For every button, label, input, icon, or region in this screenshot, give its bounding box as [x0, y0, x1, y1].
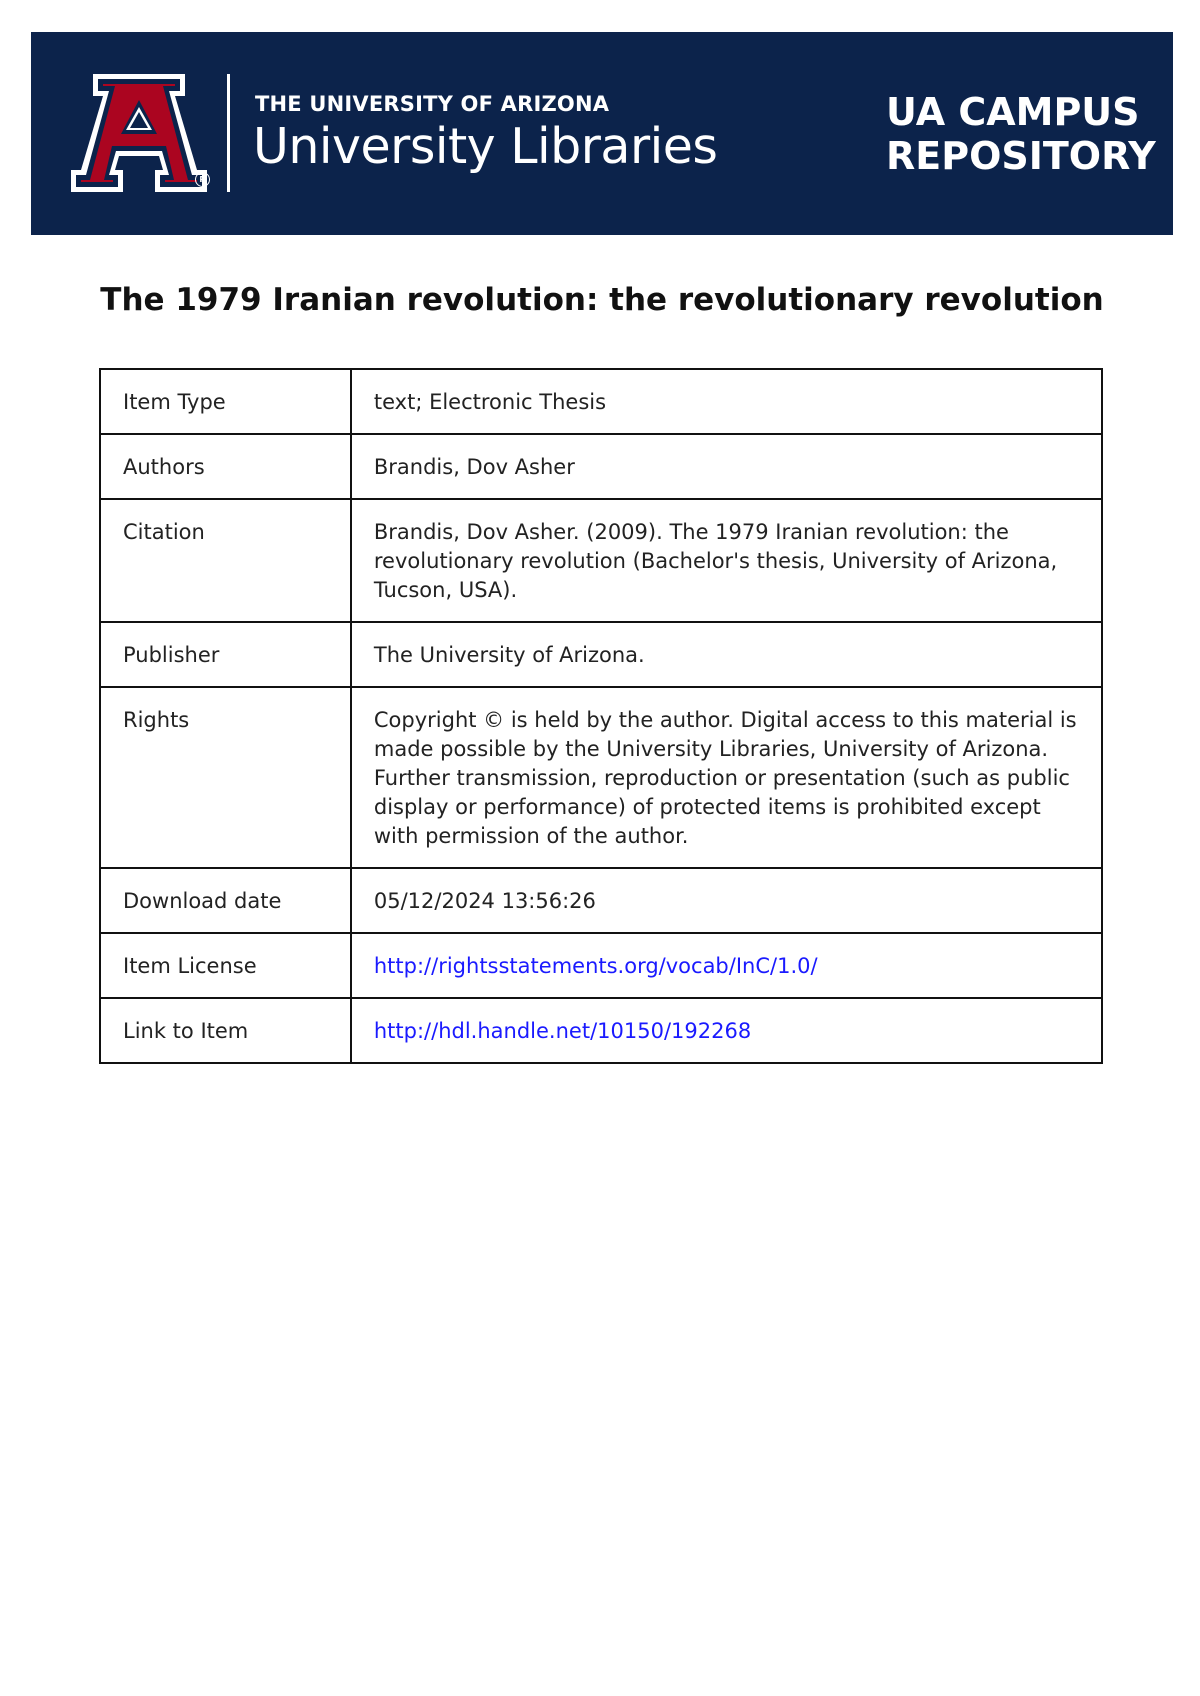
table-row	[100, 499, 1102, 622]
download-date-value: 05/12/2024 13:56:26	[351, 868, 1102, 933]
rights-value: Copyright © is held by the author. Digital access to this material is made possible by the University Libraries, University of Arizona. Further transmission, reproduction or presentation (such as public display or performance) of protected items is prohibited except with permission of the author.	[351, 687, 1102, 868]
university-name: THE UNIVERSITY OF ARIZONA	[255, 92, 610, 116]
repository-name-line-2: REPOSITORY	[886, 134, 1156, 178]
item-license-link[interactable]: http://rightsstatements.org/vocab/InC/1.0/	[373, 954, 818, 978]
table-row	[100, 998, 1102, 1063]
publisher-value: The University of Arizona.	[351, 622, 1102, 687]
download-date-label: Download date	[100, 868, 351, 933]
authors-value: Brandis, Dov Asher	[351, 434, 1102, 499]
repository-name	[886, 90, 1166, 178]
item-type-label: Item Type	[100, 369, 351, 434]
item-license-label: Item License	[100, 933, 351, 998]
document-title: The 1979 Iranian revolution: the revolutionary revolution	[100, 282, 1104, 318]
publisher-label: Publisher	[100, 622, 351, 687]
table-row	[100, 434, 1102, 499]
library-name: University Libraries	[253, 118, 718, 175]
table-row	[100, 369, 1102, 434]
table-row	[100, 687, 1102, 868]
rights-label: Rights	[100, 687, 351, 868]
item-handle-link[interactable]: http://hdl.handle.net/10150/192268	[373, 1019, 752, 1043]
item-type-value: text; Electronic Thesis	[351, 369, 1102, 434]
table-row	[100, 622, 1102, 687]
citation-label: Citation	[100, 499, 351, 622]
link-to-item-cell	[351, 998, 1102, 1063]
arizona-block-a-logo-icon	[71, 74, 207, 192]
table-row	[100, 933, 1102, 998]
citation-value: Brandis, Dov Asher. (2009). The 1979 Iranian revolution: the revolutionary revolution (Bachelor's thesis, University of Arizona, Tucson, USA).	[351, 499, 1102, 622]
item-license-cell	[351, 933, 1102, 998]
repository-name-line-1: UA CAMPUS	[886, 90, 1140, 134]
authors-label: Authors	[100, 434, 351, 499]
table-row	[100, 868, 1102, 933]
metadata-table	[99, 368, 1103, 1064]
banner-divider	[227, 74, 230, 192]
link-to-item-label: Link to Item	[100, 998, 351, 1063]
registered-trademark-icon: R	[195, 172, 210, 187]
repository-banner	[31, 32, 1173, 235]
